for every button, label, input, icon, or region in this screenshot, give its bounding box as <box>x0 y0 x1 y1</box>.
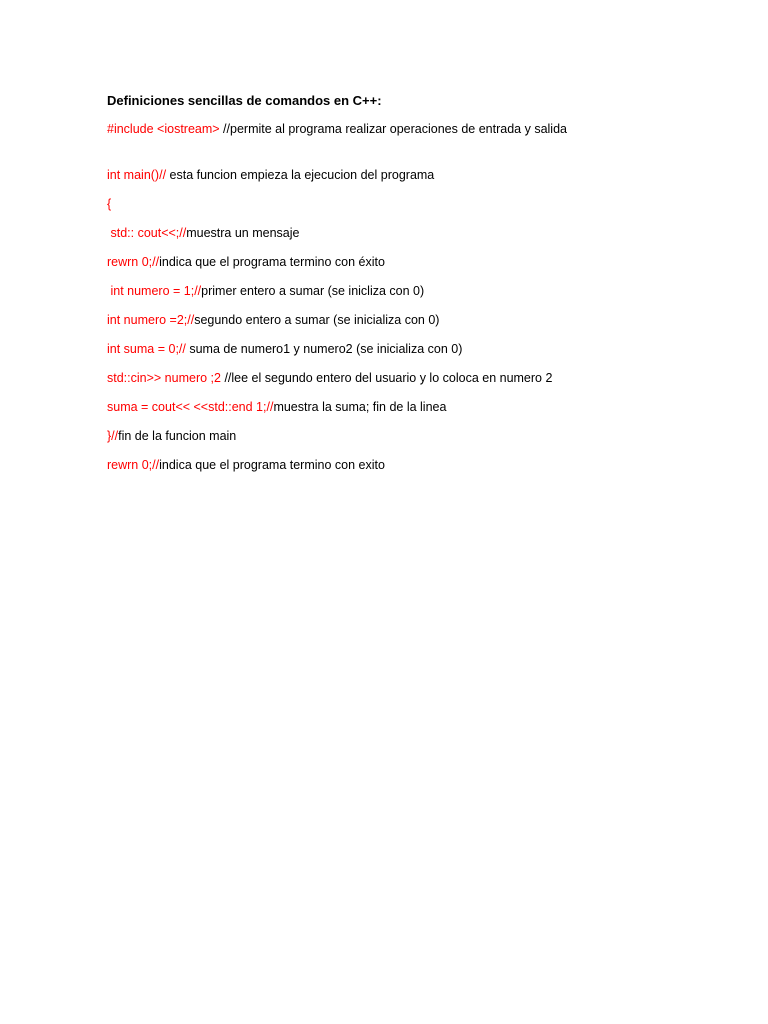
code-line-open-brace <box>107 196 727 213</box>
code-line-suma-cout <box>107 399 727 416</box>
code-text: }// <box>107 429 119 443</box>
comment-text: //lee el segundo entero del usuario y lo coloca en numero 2 <box>224 371 553 385</box>
code-text: int main()// <box>107 168 167 182</box>
code-text: suma = cout<< <<std::end 1;// <box>107 400 274 414</box>
code-text: std:: cout<<;// <box>107 226 187 240</box>
comment-text: primer entero a sumar (se inicliza con 0) <box>201 284 425 298</box>
code-text: int suma = 0;// <box>107 342 186 356</box>
code-line-close-brace <box>107 428 727 445</box>
document-content <box>107 92 727 486</box>
code-line-cout <box>107 225 727 242</box>
code-line-return-2 <box>107 457 727 474</box>
code-text: rewrn 0;// <box>107 255 160 269</box>
code-line-cin <box>107 370 727 387</box>
code-text: rewrn 0;// <box>107 458 160 472</box>
document-title: Definiciones sencillas de comandos en C++: <box>107 93 382 108</box>
code-text: { <box>107 197 112 211</box>
comment-text: indica que el programa termino con exito <box>159 458 385 472</box>
comment-text: muestra la suma; fin de la linea <box>273 400 447 414</box>
comment-text: segundo entero a sumar (se inicializa con 0) <box>194 313 440 327</box>
comment-text: indica que el programa termino con éxito <box>159 255 385 269</box>
code-line-numero-2 <box>107 312 727 329</box>
code-line-return-1 <box>107 254 727 271</box>
code-text: #include <iostream> <box>107 122 220 136</box>
code-line-include <box>107 121 727 138</box>
code-line-numero-1 <box>107 283 727 300</box>
comment-text: muestra un mensaje <box>186 226 300 240</box>
code-text: std::cin>> numero ;2 <box>107 371 225 385</box>
code-text: int numero =2;// <box>107 313 195 327</box>
comment-text: suma de numero1 y numero2 (se inicializa con 0) <box>185 342 463 356</box>
comment-text: esta funcion empieza la ejecucion del programa <box>166 168 435 182</box>
comment-text: //permite al programa realizar operaciones de entrada y salida <box>219 122 567 136</box>
code-line-main <box>107 167 727 184</box>
code-line-suma <box>107 341 727 358</box>
comment-text: fin de la funcion main <box>118 429 237 443</box>
code-text: int numero = 1;// <box>107 284 202 298</box>
